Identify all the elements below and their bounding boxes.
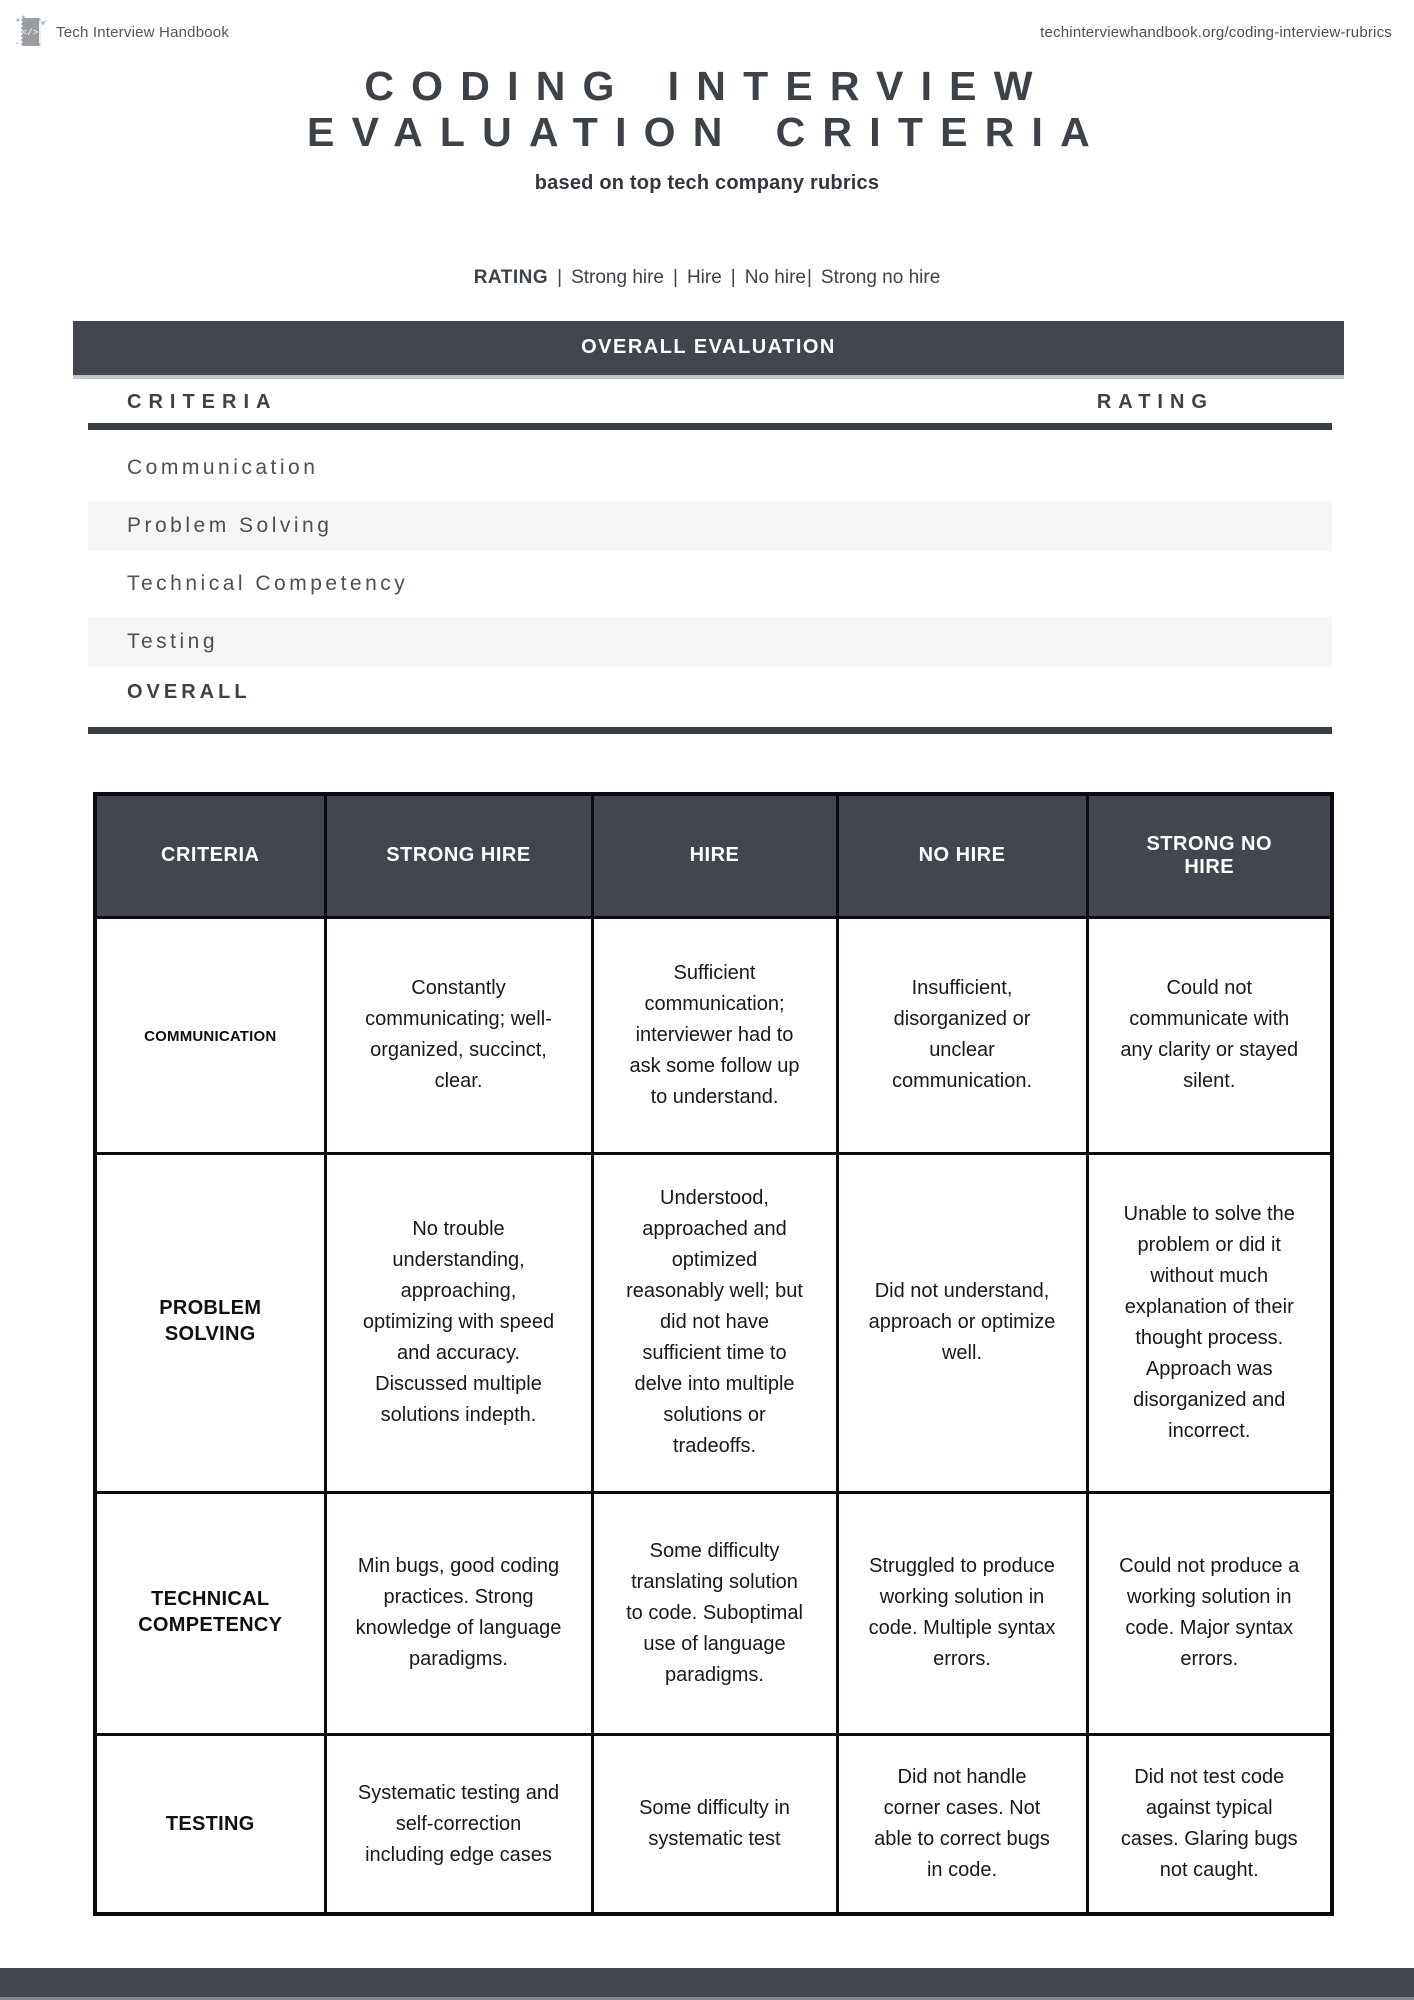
divider-line	[88, 423, 1332, 430]
cell-technical-competency-no-hire: Struggled to produce working solution in code. Multiple syntax errors.	[837, 1492, 1087, 1734]
criteria-item-testing: Testing	[88, 617, 1332, 667]
table-row-communication	[95, 917, 1332, 1153]
cell-communication-strong-no-hire: Could not communicate with any clarity or stayed silent.	[1087, 917, 1332, 1153]
table-header-no-hire: NO HIRE	[837, 794, 1087, 918]
cell-communication-no-hire: Insufficient, disorganized or unclear communication.	[837, 917, 1087, 1153]
overall-evaluation-header-row	[88, 389, 1332, 417]
cell-testing-strong-no-hire: Did not test code against typical cases. Glaring bugs not caught.	[1087, 1734, 1332, 1914]
row-label-cell: PROBLEM SOLVING	[95, 1153, 325, 1492]
rating-option-strong-no-hire: Strong no hire	[820, 266, 941, 288]
criteria-item-problem-solving: Problem Solving	[88, 501, 1332, 551]
table-header-strong-no-hire: STRONG NO HIRE	[1087, 794, 1332, 918]
cell-technical-competency-hire: Some difficulty translating solution to code. Suboptimal use of language paradigms.	[592, 1492, 837, 1734]
top-bar	[0, 0, 1414, 52]
cell-testing-hire: Some difficulty in systematic test	[592, 1734, 837, 1914]
criteria-list	[88, 443, 1332, 667]
criteria-column-header: CRITERIA	[127, 391, 278, 414]
rating-option-hire: Hire	[686, 266, 722, 288]
rating-legend-label: RATING	[473, 266, 549, 288]
cell-problem-solving-strong-no-hire: Unable to solve the problem or did it without much explanation of their thought process. Approach was disorganized and incorrect.	[1087, 1153, 1332, 1492]
cell-communication-hire: Sufficient communication; interviewer had to ask some follow up to understand.	[592, 917, 837, 1153]
rating-option-strong-hire: Strong hire	[571, 266, 665, 288]
brand	[14, 13, 229, 51]
cell-technical-competency-strong-hire: Min bugs, good coding practices. Strong knowledge of language paradigms.	[325, 1492, 592, 1734]
page-url: techinterviewhandbook.org/coding-interview-rubrics	[1040, 23, 1392, 41]
rating-option-no-hire: No hire	[744, 266, 806, 288]
separator: |	[730, 266, 736, 288]
row-label-cell: TECHNICAL COMPETENCY	[95, 1492, 325, 1734]
criteria-item-communication: Communication	[127, 455, 319, 479]
cell-communication-strong-hire: Constantly communicating; well-organized, succinct, clear.	[325, 917, 592, 1153]
page-subtitle: based on top tech company rubrics	[534, 171, 880, 194]
table-header-row	[95, 794, 1332, 918]
cell-technical-competency-strong-no-hire: Could not produce a working solution in code. Major syntax errors.	[1087, 1492, 1332, 1734]
page-title-line1: CODING INTERVIEW	[364, 63, 1050, 109]
cell-problem-solving-strong-hire: No trouble understanding, approaching, optimizing with speed and accuracy. Discussed multiple solutions indepth.	[325, 1153, 592, 1492]
row-label-cell: COMMUNICATION	[95, 917, 325, 1153]
separator: |	[557, 266, 563, 288]
page-title-line2: EVALUATION CRITERIA	[307, 108, 1107, 155]
overall-label: OVERALL	[127, 680, 251, 703]
rating-legend	[0, 267, 1414, 289]
table-header-strong-hire: STRONG HIRE	[325, 794, 592, 918]
divider-line	[88, 727, 1332, 734]
cell-testing-strong-hire: Systematic testing and self-correction including edge cases	[325, 1734, 592, 1914]
table-row-technical-competency	[95, 1492, 1332, 1734]
table-header-hire: HIRE	[592, 794, 837, 918]
criteria-item-technical-competency: Technical Competency	[127, 571, 409, 595]
brand-name: Tech Interview Handbook	[56, 23, 230, 41]
overall-evaluation-banner: OVERALL EVALUATION	[73, 321, 1344, 379]
rating-column-header: RATING	[1096, 391, 1214, 414]
cell-problem-solving-no-hire: Did not understand, approach or optimize well.	[837, 1153, 1087, 1492]
table-header-criteria: CRITERIA	[95, 794, 325, 918]
footer-bar	[0, 1968, 1414, 2000]
table-row-testing	[95, 1734, 1332, 1914]
cell-problem-solving-hire: Understood, approached and optimized reasonably well; but did not have sufficient time to delve into multiple solutions or tradeoffs.	[592, 1153, 837, 1492]
page-title	[0, 64, 1414, 156]
rubric-table	[93, 792, 1334, 1917]
separator: |	[673, 266, 678, 288]
book-code-logo-icon	[14, 13, 48, 51]
separator: |	[806, 266, 812, 288]
row-label-cell: TESTING	[95, 1734, 325, 1914]
svg-text:</>: </>	[21, 28, 39, 38]
cell-testing-no-hire: Did not handle corner cases. Not able to correct bugs in code.	[837, 1734, 1087, 1914]
table-row-problem-solving	[95, 1153, 1332, 1492]
